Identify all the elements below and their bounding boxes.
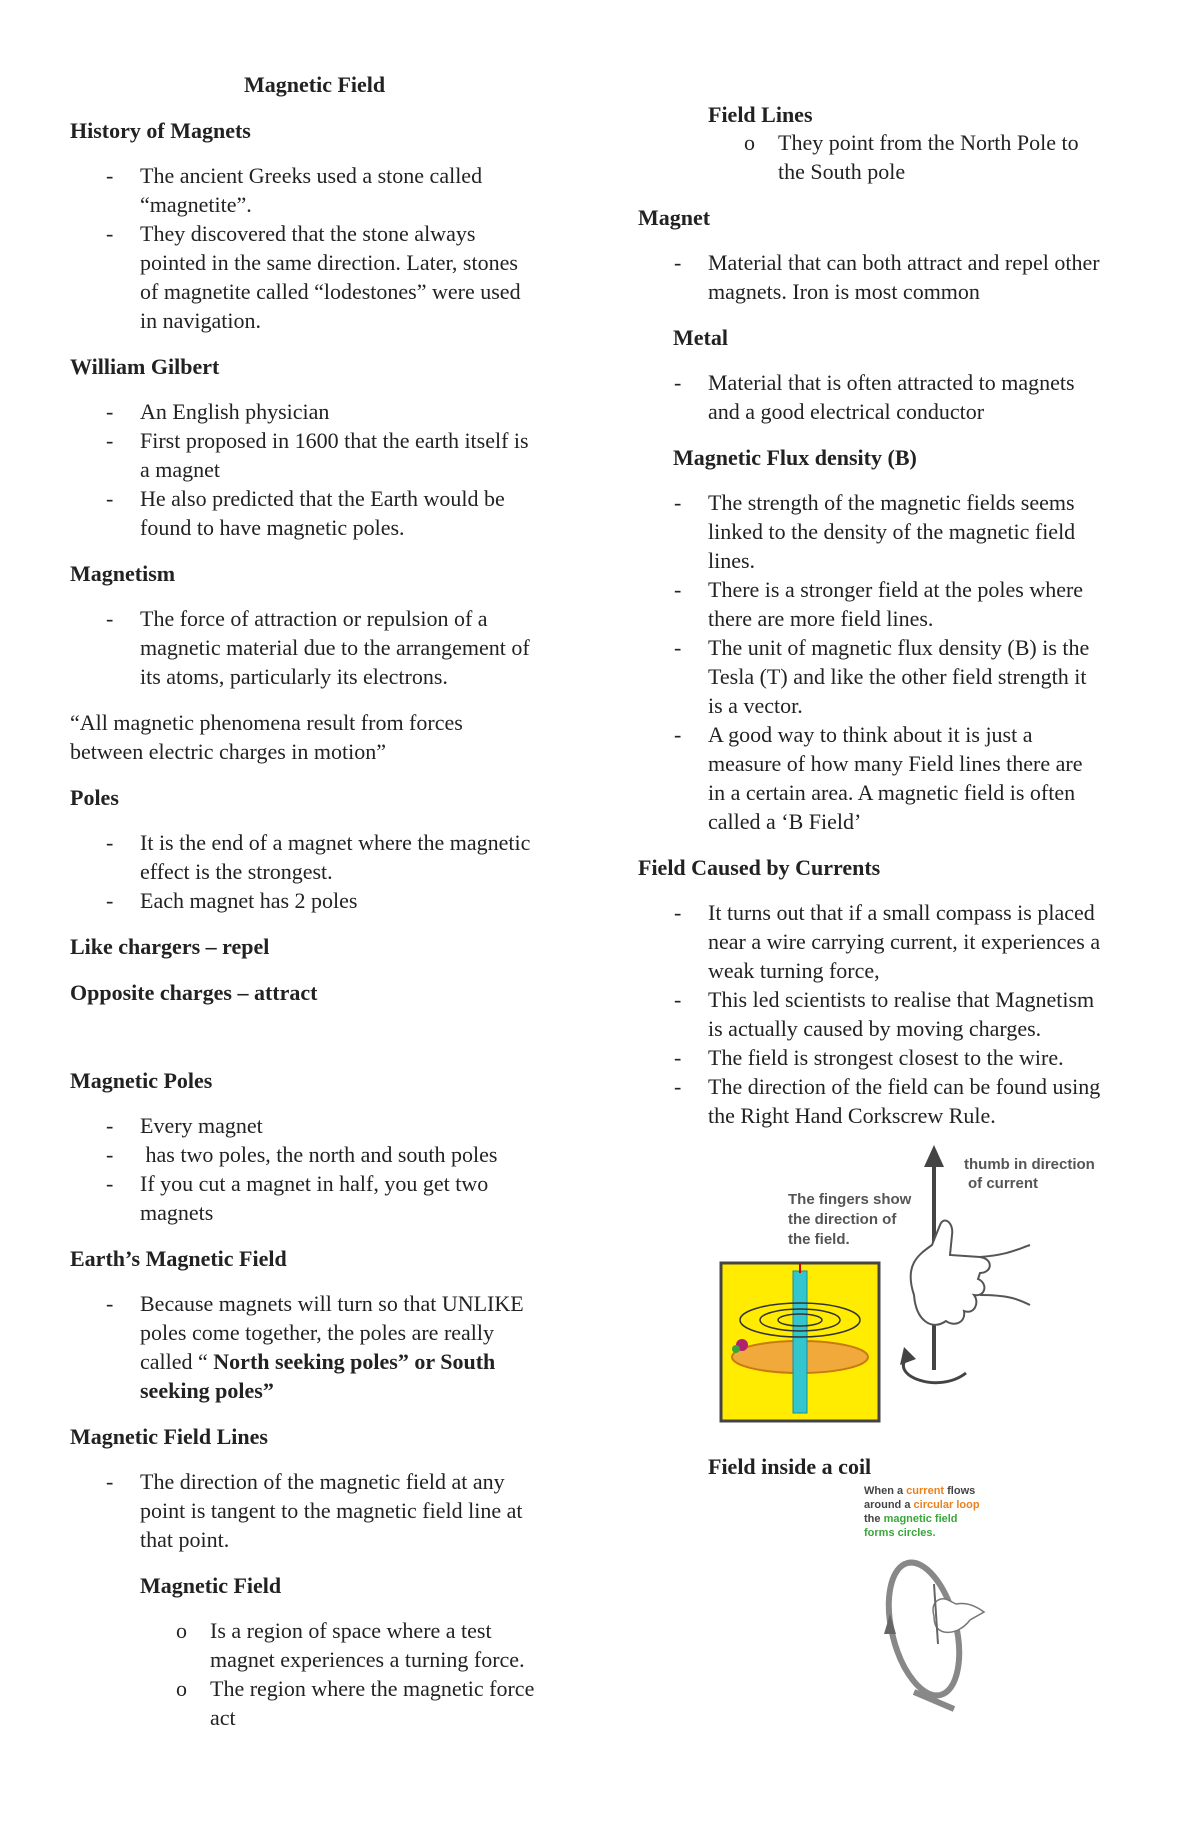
bullet-dash: - [674, 987, 682, 1012]
history-item-2a: They discovered that the stone always [140, 221, 476, 246]
curr-item-3: The field is strongest closest to the wire. [708, 1045, 1064, 1070]
current-arrow-head [924, 1145, 944, 1167]
mpoles-item-3a: If you cut a magnet in half, you get two [140, 1171, 489, 1196]
coil-caption-2b: circular loop [913, 1499, 980, 1511]
flux-item-1a: The strength of the magnetic fields seems [708, 490, 1075, 515]
thumb-label-1: thumb in direction [964, 1156, 1095, 1173]
coil-figure [864, 1484, 1064, 1714]
gilbert-item-3a: He also predicted that the Earth would be [140, 486, 505, 511]
earth-item-1c [140, 1347, 495, 1376]
mf-item-1b: magnet experiences a turning force. [210, 1647, 525, 1672]
flux-item-3b: Tesla (T) and like the other field strength it [708, 664, 1087, 689]
earth-item-1b: poles come together, the poles are really [140, 1320, 495, 1345]
right-hand-rule-svg [718, 1145, 1098, 1425]
earth-item-1c-bold: North seeking poles” or South [213, 1349, 496, 1374]
bullet-dash: - [106, 163, 114, 188]
bullet-dash: - [674, 490, 682, 515]
mpoles-item-1: Every magnet [140, 1113, 263, 1138]
gilbert-item-2b: a magnet [140, 457, 221, 482]
poles-item-2: Each magnet has 2 poles [140, 888, 358, 913]
rotation-arrow-head [900, 1347, 916, 1365]
curr-item-2b: is actually caused by moving charges. [708, 1016, 1042, 1041]
magnetism-item-1b: magnetic material due to the arrangement of [140, 635, 530, 660]
coil-caption-3a: the [864, 1513, 884, 1525]
coil-caption-1c: flows [944, 1485, 976, 1497]
bullet-dash: - [674, 722, 682, 747]
page-title: Magnetic Field [244, 72, 386, 97]
curr-item-2a: This led scientists to realise that Magnetism [708, 987, 1095, 1012]
earth-item-1a: Because magnets will turn so that UNLIKE [140, 1291, 524, 1316]
bullet-dash: - [674, 250, 682, 275]
magnetism-item-1a: The force of attraction or repulsion of a [140, 606, 488, 631]
bullet-dash: - [106, 428, 114, 453]
wire [793, 1271, 807, 1413]
history-item-2c: of magnetite called “lodestones” were used [140, 279, 521, 304]
bullet-dash: - [106, 1113, 114, 1138]
history-item-1a: The ancient Greeks used a stone called [140, 163, 483, 188]
coil-svg [864, 1484, 1064, 1714]
magnetic-poles-heading: Magnetic Poles [70, 1068, 213, 1093]
wrist [980, 1245, 1030, 1305]
lines-item-1a: The direction of the magnetic field at any [140, 1469, 505, 1494]
bullet-circle: o [176, 1618, 187, 1643]
earth-heading: Earth’s Magnetic Field [70, 1246, 287, 1271]
flux-heading: Magnetic Flux density (B) [673, 445, 917, 470]
poles-heading: Poles [70, 785, 119, 810]
magnet-item-1a: Material that can both attract and repel other [708, 250, 1100, 275]
right-hand-rule-figure [718, 1145, 1098, 1425]
bullet-dash: - [106, 888, 114, 913]
gilbert-item-1: An English physician [140, 399, 330, 424]
hand-icon-2 [933, 1599, 984, 1633]
poles-item-1a: It is the end of a magnet where the magnetic [140, 830, 531, 855]
bullet-circle: o [744, 130, 755, 155]
flux-item-4a: A good way to think about it is just a [708, 722, 1033, 747]
currents-heading: Field Caused by Currents [638, 855, 881, 880]
metal-item-1a: Material that is often attracted to magnets [708, 370, 1075, 395]
magnetism-item-1c: its atoms, particularly its electrons. [140, 664, 448, 689]
thumb-label-2: of current [968, 1175, 1039, 1192]
coil-caption-2a: around a [864, 1499, 914, 1511]
flux-item-3c: is a vector. [708, 693, 803, 718]
bullet-dash: - [106, 606, 114, 631]
bullet-dash: - [674, 1045, 682, 1070]
mpoles-item-2: has two poles, the north and south poles [140, 1142, 498, 1167]
mf-item-2a: The region where the magnetic force [210, 1676, 535, 1701]
field-lines-subheading: Field Lines [708, 102, 813, 127]
history-item-2b: pointed in the same direction. Later, stones [140, 250, 518, 275]
curr-item-1c: weak turning force, [708, 958, 880, 983]
history-item-2d: in navigation. [140, 308, 261, 333]
mpoles-item-3b: magnets [140, 1200, 214, 1225]
bullet-dash: - [674, 577, 682, 602]
mf-item-2b: act [210, 1705, 236, 1730]
lines-item-1b: point is tangent to the magnetic field line at [140, 1498, 523, 1523]
fingers-label-1: The fingers show [788, 1191, 912, 1208]
bullet-dash: - [106, 486, 114, 511]
poles-item-1b: effect is the strongest. [140, 859, 333, 884]
flux-item-2a: There is a stronger field at the poles where [708, 577, 1084, 602]
bullet-dash: - [674, 1074, 682, 1099]
metal-heading: Metal [673, 325, 728, 350]
fl-item-1a: They point from the North Pole to [778, 130, 1079, 155]
coil-caption-3b: magnetic field [883, 1513, 958, 1525]
bullet-dash: - [674, 370, 682, 395]
magnet-item-1b: magnets. Iron is most common [708, 279, 980, 304]
flux-item-2b: there are more field lines. [708, 606, 934, 631]
coil-caption-1a: When a [864, 1485, 907, 1497]
bullet-dash: - [674, 635, 682, 660]
magnet-heading: Magnet [638, 205, 711, 230]
bullet-dash: - [674, 900, 682, 925]
coil-heading: Field inside a coil [708, 1454, 872, 1479]
bullet-dash: - [106, 830, 114, 855]
earth-item-1c-plain: called “ [140, 1349, 214, 1374]
curr-item-4b: the Right Hand Corkscrew Rule. [708, 1103, 996, 1128]
curr-item-1a: It turns out that if a small compass is placed [708, 900, 1095, 925]
coil-arrow [884, 1614, 896, 1634]
gilbert-item-3b: found to have magnetic poles. [140, 515, 405, 540]
field-lines-heading: Magnetic Field Lines [70, 1424, 268, 1449]
bullet-dash: - [106, 399, 114, 424]
curr-item-4a: The direction of the field can be found using [708, 1074, 1101, 1099]
opposite-charges: Opposite charges – attract [70, 980, 318, 1005]
lines-item-1c: that point. [140, 1527, 230, 1552]
bullet-dash: - [106, 1142, 114, 1167]
flux-item-4b: measure of how many Field lines there are [708, 751, 1083, 776]
flux-item-4d: called a ‘B Field’ [708, 809, 862, 834]
flux-item-3a: The unit of magnetic flux density (B) is the [708, 635, 1090, 660]
hand-icon [911, 1220, 990, 1324]
fingers-label-3: the field. [788, 1231, 850, 1248]
bullet-dash: - [106, 1469, 114, 1494]
earth-item-1d: seeking poles” [140, 1378, 274, 1403]
quote-line-1: “All magnetic phenomena result from forces [70, 710, 463, 735]
bullet-dash: - [106, 1171, 114, 1196]
fingers-label-2: the direction of [788, 1211, 897, 1228]
coil-caption-4: forms circles. [864, 1527, 936, 1539]
metal-item-1b: and a good electrical conductor [708, 399, 985, 424]
magnetic-field-subheading: Magnetic Field [140, 1573, 282, 1598]
bullet-dash: - [106, 1291, 114, 1316]
flux-item-1b: linked to the density of the magnetic field [708, 519, 1076, 544]
magnetism-heading: Magnetism [70, 561, 176, 586]
compass-dot-2 [732, 1345, 740, 1353]
history-item-1b: “magnetite”. [140, 192, 252, 217]
like-charges: Like chargers – repel [70, 934, 270, 959]
bullet-circle: o [176, 1676, 187, 1701]
mf-item-1a: Is a region of space where a test [210, 1618, 492, 1643]
flux-item-1c: lines. [708, 548, 756, 573]
gilbert-item-2a: First proposed in 1600 that the earth itself is [140, 428, 529, 453]
flux-item-4c: in a certain area. A magnetic field is often [708, 780, 1076, 805]
quote-line-2: between electric charges in motion” [70, 739, 387, 764]
fl-item-1b: the South pole [778, 159, 906, 184]
curr-item-1b: near a wire carrying current, it experiences a [708, 929, 1101, 954]
gilbert-heading: William Gilbert [70, 354, 220, 379]
coil-caption-1b: current [906, 1485, 945, 1497]
bullet-dash: - [106, 221, 114, 246]
history-heading: History of Magnets [70, 118, 251, 143]
